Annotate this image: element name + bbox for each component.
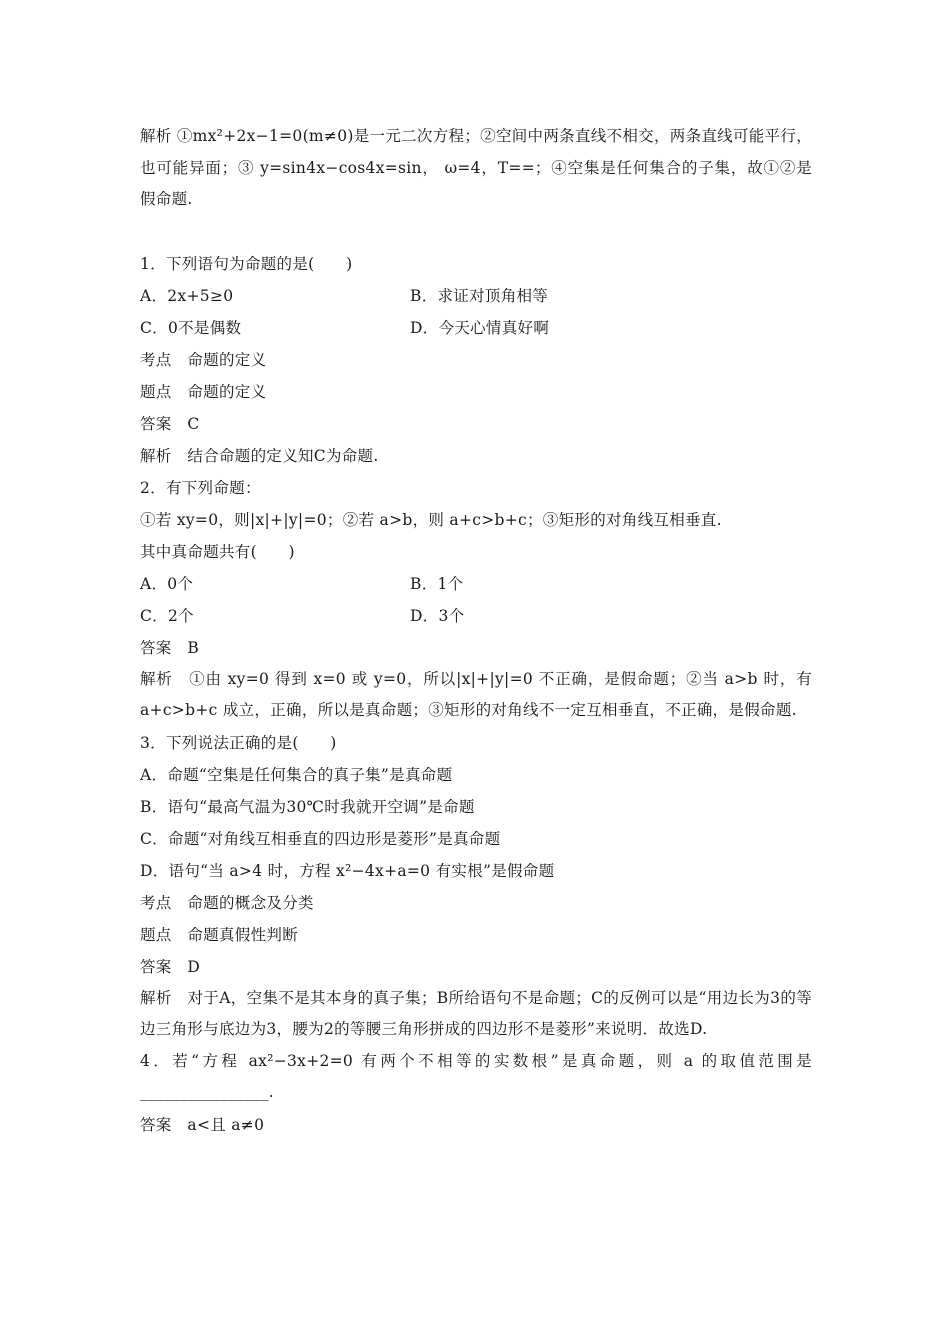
q3-analysis: 解析 对于A，空集不是其本身的真子集；B所给语句不是命题；C的反例可以是“用边长为3的等边三角形与底边为3，腰为2的等腰三角形拼成的四边形不是菱形”来说明．故选D. xyxy=(140,988,812,1038)
q1-option-b: B．求证对顶角相等 xyxy=(410,286,549,305)
intro-analysis: 解析 ①mx²+2x−1=0(m≠0)是一元二次方程；②空间中两条直线不相交，两条直线可能平行，也可能异面；③ y=sin4x−cos4x=sin， ω=4，T==；④空集是任何集合的子集，故①②是假命题. xyxy=(140,127,812,208)
q3-option-c: C．命题“对角线互相垂直的四边形是菱形”是真命题 xyxy=(140,829,501,848)
q1-tidian: 题点 命题的定义 xyxy=(140,382,267,401)
q3-kaodian: 考点 命题的概念及分类 xyxy=(140,893,314,912)
q3-option-b: B．语句“最高气温为30℃时我就开空调”是命题 xyxy=(140,797,475,816)
q2-answer: 答案 B xyxy=(140,638,200,657)
q2-option-b: B．1个 xyxy=(410,574,464,593)
q1-kaodian: 考点 命题的定义 xyxy=(140,350,267,369)
page-content xyxy=(140,121,812,1141)
section-gap xyxy=(140,216,812,248)
q2-question: 其中真命题共有( ) xyxy=(140,542,295,561)
q3-option-a: A．命题“空集是任何集合的真子集”是真命题 xyxy=(140,765,453,784)
q1-answer: 答案 C xyxy=(140,414,200,433)
q1-option-c: C．0不是偶数 xyxy=(140,318,242,337)
q4-stem: 4．若“方程 ax²−3x+2=0 有两个不相等的实数根”是真命题，则 a 的取值范围是________________. xyxy=(140,1051,812,1101)
q2-analysis: 解析 ①由 xy=0 得到 x=0 或 y=0，所以|x|+|y|=0 不正确，是假命题；②当 a>b 时，有 a+c>b+c 成立，正确，所以是真命题；③矩形的对角线不一定互相垂直，不正确，是假命题. xyxy=(140,669,812,719)
q3-option-d: D．语句“当 a>4 时，方程 x²−4x+a=0 有实根”是假命题 xyxy=(140,861,555,880)
q2-option-d: D．3个 xyxy=(410,606,465,625)
q3-stem: 3．下列说法正确的是( ) xyxy=(140,733,337,752)
q2-statements: ①若 xy=0，则|x|+|y|=0；②若 a>b，则 a+c>b+c；③矩形的对角线互相垂直. xyxy=(140,510,722,529)
q1-options-row-2 xyxy=(140,312,812,344)
q2-option-c: C．2个 xyxy=(140,606,194,625)
q1-options-row-1 xyxy=(140,280,812,312)
q2-option-a: A．0个 xyxy=(140,574,194,593)
q4-answer: 答案 a<且 a≠0 xyxy=(140,1115,265,1134)
q1-option-d: D．今天心情真好啊 xyxy=(410,318,550,337)
q2-stem: 2．有下列命题： xyxy=(140,478,261,497)
q2-options-row-2 xyxy=(140,600,812,632)
q2-options-row-1 xyxy=(140,568,812,600)
q1-analysis: 解析 结合命题的定义知C为命题. xyxy=(140,446,379,465)
q3-tidian: 题点 命题真假性判断 xyxy=(140,925,299,944)
q1-stem: 1．下列语句为命题的是( ) xyxy=(140,254,353,273)
q3-answer: 答案 D xyxy=(140,957,201,976)
q1-option-a: A．2x+5≥0 xyxy=(140,286,234,305)
